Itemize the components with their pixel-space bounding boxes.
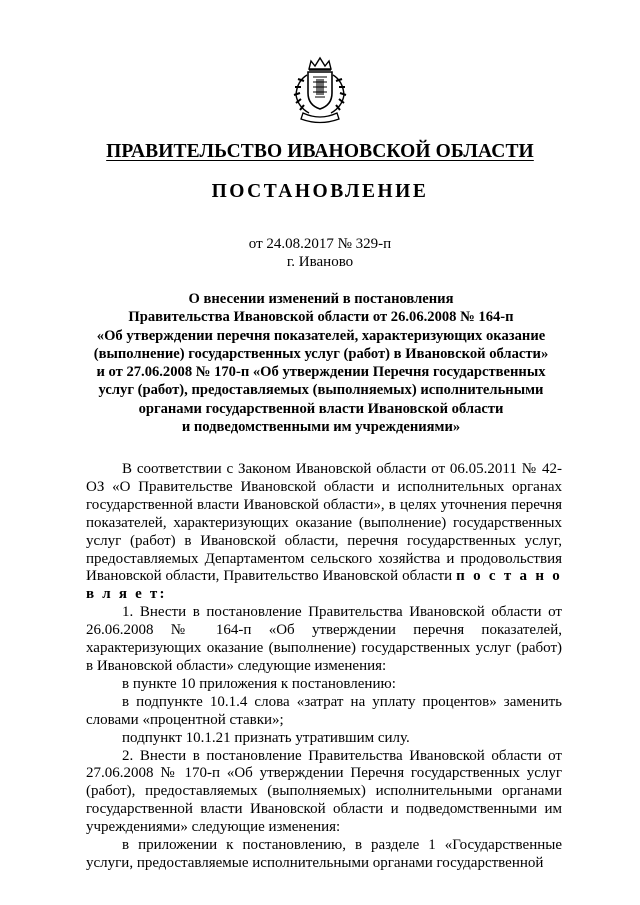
- organization-title: ПРАВИТЕЛЬСТВО ИВАНОВСКОЙ ОБЛАСТИ: [106, 141, 534, 162]
- subject-line: Правительства Ивановской области от 26.06.2008 № 164-п: [128, 309, 514, 326]
- subject-line: «Об утверждении перечня показателей, характеризующих оказание: [96, 327, 546, 344]
- body-paragraph: в приложении к постановлению, в разделе 1 «Государственные услуги, предоставляемые исполнительными органами государственной: [86, 837, 562, 871]
- subject-line: и от 27.06.2008 № 170-п «Об утверждении Перечня государственных: [96, 364, 546, 381]
- document-body: [86, 461, 562, 873]
- document-subject: [84, 290, 558, 436]
- subject-line: и подведомственными им учреждениями»: [181, 419, 461, 436]
- preamble-text: В соответствии с Законом Ивановской области от 06.05.2011 № 42-ОЗ «О Правительстве Ивановской области и исполнительных органах государственной власти Ивановской области», в целях уточнения перечня показателей, характеризующих оказание (выполнение) государственных услуг (работ) в Ивановской области, перечня государственных услуг, предоставляемых Департаментом сельского хозяйства и продовольствия Ивановской области, Правительство Ивановской области: [86, 461, 562, 585]
- body-paragraph: подпункт 10.1.21 признать утратившим силу.: [122, 729, 410, 746]
- subject-line: О внесении изменений в постановления: [188, 291, 454, 307]
- document-type: ПОСТАНОВЛЕНИЕ: [211, 181, 429, 202]
- subject-line: (выполнение) государственных услуг (работ) в Ивановской области»: [93, 345, 549, 362]
- preamble-paragraph: [86, 461, 562, 604]
- coat-of-arms-icon: [289, 55, 351, 125]
- subject-line: органами государственной власти Ивановской области: [138, 400, 504, 417]
- body-paragraph: 2. Внести в постановление Правительства Ивановской области от 27.06.2008 № 170-п «Об утверждении Перечня государственных услуг (работ), предоставляемых (выполняемых) исполнительными органами государственной власти Ивановской области и подведомственными им учреждениями» следующие изменения:: [86, 747, 562, 836]
- document-date-number: от 24.08.2017 № 329-п: [248, 236, 392, 252]
- body-paragraph: в пункте 10 приложения к постановлению:: [122, 675, 396, 692]
- decree-word: п о с т а н о в л я е т:: [86, 568, 562, 603]
- subject-line: услуг (работ), предоставляемых (выполняемых) исполнительными: [98, 382, 544, 399]
- body-paragraph: в подпункте 10.1.4 слова «затрат на уплату процентов» заменить словами «процентной ставки»;: [86, 693, 562, 728]
- body-paragraph: 1. Внести в постановление Правительства Ивановской области от 26.06.2008 № 164-п «Об утверждении перечня показателей, характеризующих оказание (выполнение) государственных услуг (работ) в Ивановской области» следующие изменения:: [86, 604, 562, 674]
- document-city: г. Иваново: [286, 254, 354, 270]
